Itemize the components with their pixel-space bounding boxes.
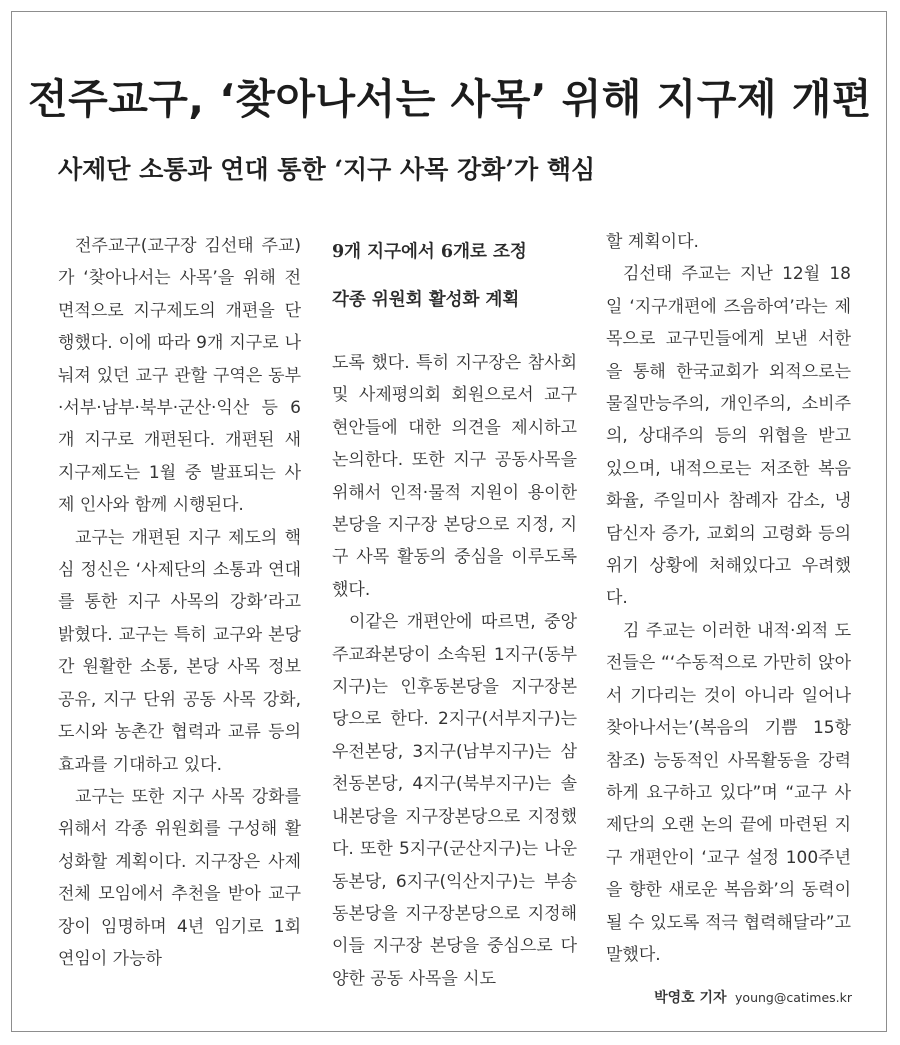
- paragraph: 김선태 주교는 지난 12월 18일 ‘지구개편에 즈음하여’라는 제목으로 교구민들에게 보낸 서한을 통해 한국교회가 외적으로는 물질만능주의, 개인주의, 소비주의, 상대주의 등의 위협을 받고 있으며, 내적으로는 저조한 복음화율, 주일미사 참례자 감소, 냉담신자 증가, 교회의 고령화 등의 위기 상황에 처해있다고 우려했다.: [606, 264, 851, 609]
- subheadline: 사제단 소통과 연대 통한 ‘지구 사목 강화’가 핵심: [58, 155, 596, 184]
- paragraph: 이같은 개편안에 따르면, 중앙주교좌본당이 소속된 1지구(동부지구)는 인후동본당을 지구장본당으로 한다. 2지구(서부지구)는 우전본당, 3지구(남부지구)는 삼천동본당, 4지구(북부지구)는 솔내본당을 지구장본당으로 지정했다. 또한 5지구(군산지구)는 나운동본당, 6지구(익산지구)는 부송동본당을 지구장본당으로 지정해 이들 지구장 본당을 중심으로 다양한 공동 사목을 시도: [332, 612, 577, 989]
- paragraph: 교구는 개편된 지구 제도의 핵심 정신은 ‘사제단의 소통과 연대를 통한 지구 사목의 강화’라고 밝혔다. 교구는 특히 교구와 본당간 원활한 소통, 본당 사목 정보 공유, 지구 단위 공동 사목 강화, 도시와 농촌간 협력과 교류 등의 효과를 기대하고 있다.: [58, 527, 301, 775]
- reporter-email: young@catimes.kr: [735, 990, 852, 1005]
- article-column-2: [332, 347, 577, 995]
- paragraph: 전주교구(교구장 김선태 주교)가 ‘찾아나서는 사목’을 위해 전면적으로 지구제도의 개편을 단행했다. 이에 따라 9개 지구로 나눠져 있던 교구 관할 구역은 동부·서부·남부·북부·군산·익산 등 6개 지구로 개편된다. 개편된 새 지구제도는 1월 중 발표되는 사제 인사와 함께 시행된다.: [58, 236, 301, 516]
- article-column-3: [606, 226, 851, 971]
- article-column-1: [58, 230, 301, 975]
- mid-headline-line: 9개 지구에서 6개로 조정: [332, 242, 527, 262]
- byline: [654, 987, 852, 1007]
- paragraph: 할 계획이다.: [606, 232, 699, 252]
- reporter-name: 박영호 기자: [654, 990, 727, 1006]
- mid-headline-line: 각종 위원회 활성화 계획: [332, 290, 520, 310]
- paragraph: 도록 했다. 특히 지구장은 참사회 및 사제평의회 회원으로서 교구 현안들에 대한 의견을 제시하고 논의한다. 또한 지구 공동사목을 위해서 인적·물적 지원이 용이한 본당을 지구장 본당으로 지정, 지구 사목 활동의 중심을 이루도록 했다.: [332, 353, 577, 600]
- paragraph: 교구는 또한 지구 사목 강화를 위해서 각종 위원회를 구성해 활성화할 계획이다. 지구장은 사제 전체 모임에서 추천을 받아 교구장이 임명하며 4년 임기로 1회 연임이 가능하: [58, 786, 301, 969]
- mid-headline: [332, 228, 577, 324]
- paragraph: 김 주교는 이러한 내적·외적 도전들은 “‘수동적으로 가만히 앉아서 기다리는 것이 아니라 일어나 찾아나서는’(복음의 기쁨 15항 참조) 능동적인 사목활동을 강력하게 요구하고 있다”며 “교구 사제단의 오랜 논의 끝에 마련된 지구 개편안이 ‘교구 설정 100주년을 향한 새로운 복음화’의 동력이 될 수 있도록 적극 협력해달라”고 말했다.: [606, 620, 851, 965]
- headline: 전주교구, ‘찾아나서는 사목’ 위해 지구제 개편: [27, 75, 872, 123]
